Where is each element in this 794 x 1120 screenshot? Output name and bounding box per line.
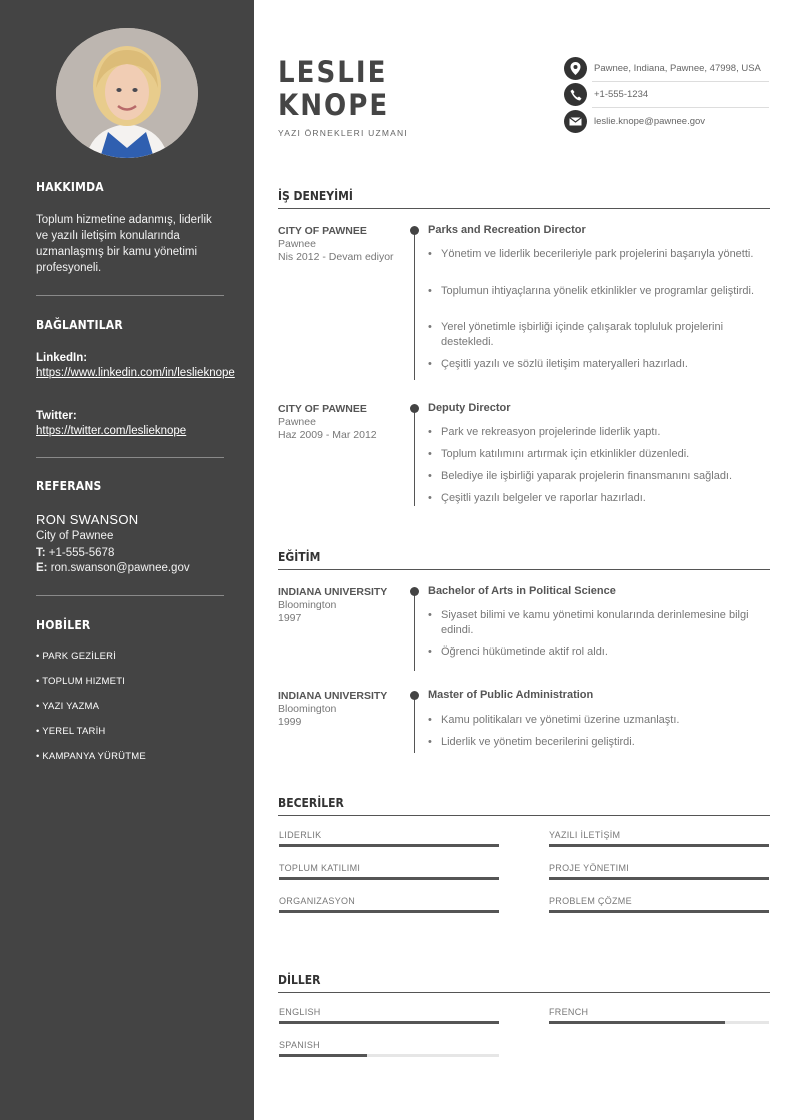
experience-bullet: • Çeşitli yazılı belgeler ve raporlar hazırladı. <box>428 491 758 506</box>
avatar-photo <box>56 28 198 158</box>
skill-bar-fill <box>549 844 769 847</box>
contact-email-text: leslie.knope@pawnee.gov <box>594 116 706 127</box>
reference-title: REFERANS <box>36 479 102 493</box>
language-label: SPANISH <box>279 1040 320 1050</box>
contact-email <box>564 110 705 133</box>
education-degree: Master of Public Administration <box>428 689 594 701</box>
skill-bar <box>279 910 499 913</box>
link-linkedin <box>36 350 235 381</box>
timeline-line <box>414 695 415 753</box>
skills-title: BECERİLER <box>278 796 344 810</box>
contact-address <box>564 57 761 80</box>
education-org: INDIANA UNIVERSITY <box>278 586 388 598</box>
location-pin-icon <box>564 57 587 80</box>
about-text: Toplum hizmetine adanmış, liderlik ve yazılı iletişim konularında uzmanlaşmış bir kamu yönetimi profesyoneli. <box>36 214 212 274</box>
skill-label: YAZILI İLETİŞİM <box>549 830 621 840</box>
education-entry-left <box>278 690 398 729</box>
contact-phone-text: +1-555-1234 <box>594 89 649 100</box>
hobby-item: • KAMPANYA YÜRÜTME <box>36 751 146 762</box>
section-rule <box>278 815 770 816</box>
contact-divider <box>592 107 769 108</box>
education-location: Bloomington <box>278 599 337 611</box>
reference-email-label: E: <box>36 562 48 574</box>
skill-bar-fill <box>549 910 769 913</box>
experience-title: İŞ DENEYİMİ <box>278 189 353 203</box>
timeline-dot <box>410 587 419 596</box>
skill-label: TOPLUM KATILIMI <box>279 863 361 873</box>
reference-email <box>36 560 226 576</box>
experience-entry-left <box>278 403 398 442</box>
education-dates: 1997 <box>278 612 302 624</box>
language-bar-fill <box>279 1054 367 1057</box>
skill-bar-fill <box>279 877 499 880</box>
link-linkedin-url[interactable]: https://www.linkedin.com/in/leslieknope <box>36 367 235 379</box>
link-twitter-label: Twitter: <box>36 410 77 422</box>
experience-bullet: • Yönetim ve liderlik becerileriyle park projelerini başarıyla yönetti. <box>428 247 758 262</box>
experience-dates: Haz 2009 - Mar 2012 <box>278 429 377 441</box>
reference-phone <box>36 545 226 561</box>
timeline-dot <box>410 404 419 413</box>
skill-bar <box>549 844 769 847</box>
skill-bar <box>279 844 499 847</box>
experience-org: CITY OF PAWNEE <box>278 403 367 415</box>
phone-icon <box>564 83 587 106</box>
experience-location: Pawnee <box>278 238 316 250</box>
envelope-icon <box>564 110 587 133</box>
language-bar <box>279 1054 499 1057</box>
experience-bullet: • Çeşitli yazılı ve sözlü iletişim materyalleri hazırladı. <box>428 357 758 372</box>
skill-bar <box>279 877 499 880</box>
hobbies-title: HOBİLER <box>36 618 91 632</box>
timeline-dot <box>410 226 419 235</box>
education-bullet: • Siyaset bilimi ve kamu yönetimi konularında derinlemesine bilgi edindi. <box>428 608 758 637</box>
skill-label: PROBLEM ÇÖZME <box>549 896 632 906</box>
skill-bar-fill <box>279 910 499 913</box>
skill-bar <box>549 910 769 913</box>
contact-divider <box>592 81 769 82</box>
experience-bullet: • Toplumun ihtiyaçlarına yönelik etkinlikler ve programlar geliştirdi. <box>428 284 758 299</box>
experience-dates: Nis 2012 - Devam ediyor <box>278 251 394 263</box>
hobby-item: • YEREL TARİH <box>36 726 106 737</box>
education-dates: 1999 <box>278 716 302 728</box>
skill-label: PROJE YÖNETIMI <box>549 863 630 873</box>
language-bar-fill <box>549 1021 725 1024</box>
job-title: YAZI ÖRNEKLERI UZMANI <box>278 128 408 138</box>
contact-phone <box>564 83 648 106</box>
link-twitter-url[interactable]: https://twitter.com/leslieknope <box>36 425 187 437</box>
education-degree: Bachelor of Arts in Political Science <box>428 585 616 597</box>
skill-bar-fill <box>549 877 769 880</box>
experience-entry-left <box>278 225 398 264</box>
sidebar <box>0 0 254 1120</box>
education-bullet: • Öğrenci hükümetinde aktif rol aldı. <box>428 645 758 660</box>
experience-bullet: • Yerel yönetimle işbirliği içinde çalışarak topluluk projelerini destekledi. <box>428 320 758 349</box>
avatar <box>56 28 198 158</box>
reference-name: RON SWANSON <box>36 512 139 527</box>
language-bar <box>279 1021 499 1024</box>
timeline-line <box>414 408 415 506</box>
timeline-line <box>414 230 415 380</box>
education-entry-left <box>278 586 398 625</box>
language-label: ENGLISH <box>279 1007 321 1017</box>
education-org: INDIANA UNIVERSITY <box>278 690 388 702</box>
skill-bar <box>549 877 769 880</box>
links-title: BAĞLANTILAR <box>36 318 123 332</box>
experience-org: CITY OF PAWNEE <box>278 225 367 237</box>
hobby-item: • PARK GEZİLERİ <box>36 651 117 662</box>
about-title: HAKKIMDA <box>36 180 104 194</box>
education-bullet: • Kamu politikaları ve yönetimi üzerine uzmanlaştı. <box>428 713 758 728</box>
sidebar-divider <box>36 595 224 596</box>
language-bar <box>549 1021 769 1024</box>
reference-email-value: ron.swanson@pawnee.gov <box>50 562 190 574</box>
hobby-item: • YAZI YAZMA <box>36 701 100 712</box>
link-twitter <box>36 408 226 439</box>
last-name: KNOPE <box>278 88 390 122</box>
name-block <box>278 56 408 138</box>
experience-location: Pawnee <box>278 416 316 428</box>
experience-bullet: • Park ve rekreasyon projelerinde liderlik yaptı. <box>428 425 758 440</box>
education-location: Bloomington <box>278 703 337 715</box>
skill-label: ORGANIZASYON <box>279 896 356 906</box>
education-bullet: • Liderlik ve yönetim becerilerini geliştirdi. <box>428 735 758 750</box>
section-rule <box>278 208 770 209</box>
section-rule <box>278 992 770 993</box>
skill-label: LIDERLIK <box>279 830 322 840</box>
first-name: LESLIE <box>278 55 388 89</box>
section-rule <box>278 569 770 570</box>
link-linkedin-label: LinkedIn: <box>36 352 88 364</box>
timeline-line <box>414 591 415 671</box>
experience-role: Parks and Recreation Director <box>428 224 586 236</box>
reference-org: City of Pawnee <box>36 530 114 542</box>
sidebar-divider <box>36 295 224 296</box>
languages-title: DİLLER <box>278 973 321 987</box>
language-label: FRENCH <box>549 1007 589 1017</box>
experience-bullet: • Toplum katılımını artırmak için etkinlikler düzenledi. <box>428 447 758 462</box>
education-title: EĞİTİM <box>278 550 321 564</box>
sidebar-divider <box>36 457 224 458</box>
skill-bar-fill <box>279 844 499 847</box>
reference-phone-label: T: <box>36 547 46 559</box>
hobby-item: • TOPLUM HIZMETI <box>36 676 126 687</box>
language-bar-fill <box>279 1021 499 1024</box>
timeline-dot <box>410 691 419 700</box>
contact-address-text: Pawnee, Indiana, Pawnee, 47998, USA <box>594 63 761 74</box>
reference-phone-value: +1-555-5678 <box>48 547 115 559</box>
experience-bullet: • Belediye ile işbirliği yaparak projelerin finansmanını sağladı. <box>428 469 758 484</box>
experience-role: Deputy Director <box>428 402 511 414</box>
